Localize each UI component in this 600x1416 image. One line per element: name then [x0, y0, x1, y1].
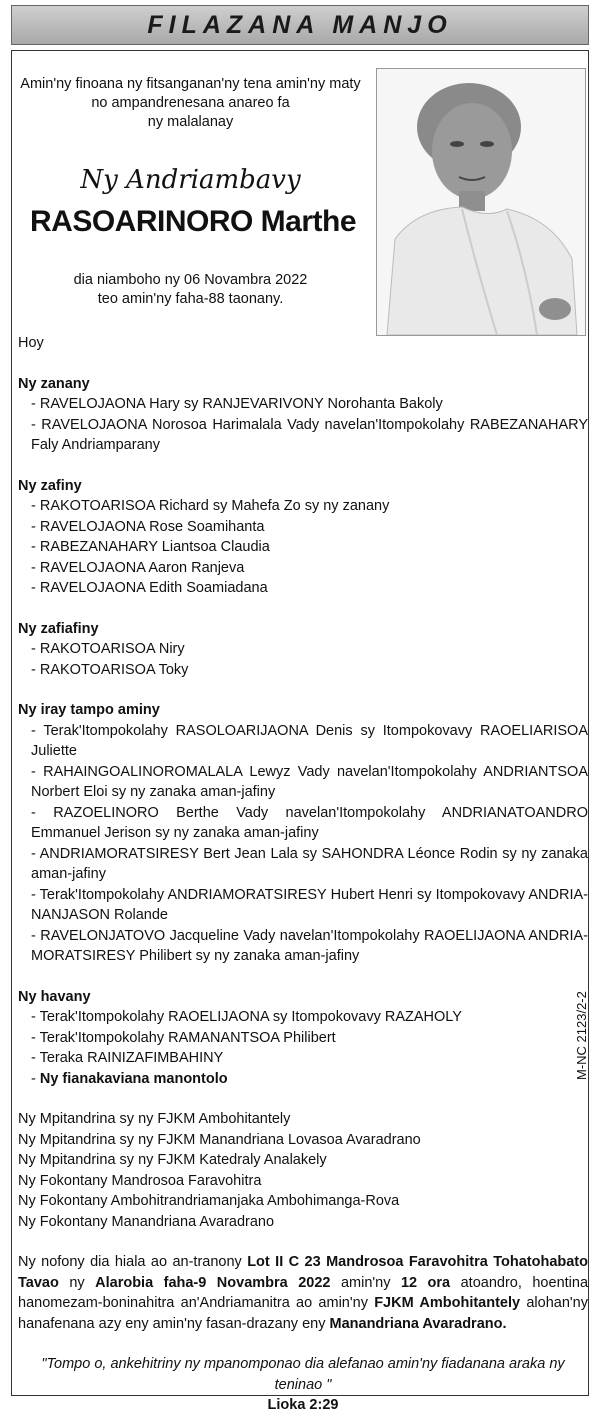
funeral-date: Alarobia faha-9 Novambra 2022: [95, 1274, 331, 1291]
church-line: Ny Mpitandrina sy ny FJKM Katedraly Analakely: [18, 1152, 327, 1168]
church-line: Ny Mpitandrina sy ny FJKM Manandriana Lovasoa Avaradrano: [18, 1131, 421, 1148]
portrait-illustration: [377, 69, 585, 335]
funeral-text: atoandro, hoentina hanomezam-boninahitra an'Andriamanitra ao amin'ny: [18, 1274, 589, 1311]
funeral-time: 12 ora: [400, 1274, 451, 1291]
intro-line: ny malalanay: [147, 114, 234, 130]
reference-code: M-NC 2123/2-2: [574, 991, 589, 1080]
bible-quote: "Tompo o, ankehitriny ny mpanomponao dia alefanao amin'ny fiadanana araka ny teninao ": [41, 1356, 565, 1393]
notice-body: [18, 333, 588, 1416]
hoy-label: Hoy: [18, 335, 44, 351]
list-item: - Terak'Itompokolahy ANDRIAMORATSIRESY Hubert Henri sy Itompokovavy ANDRIA-NANJASON Rolande: [31, 886, 588, 923]
deceased-name: RASOARINORO Marthe: [29, 205, 357, 238]
section-title-zanany: Ny zanany: [18, 375, 90, 392]
intro-line: Amin'ny finoana ny fitsanganan'ny tena amin'ny maty: [20, 76, 361, 92]
list-item: - RAVELOJAONA Hary sy RANJEVARIVONY Norohanta Bakoly: [31, 396, 443, 412]
funeral-address: Lot II C 23 Mandrosoa Faravohitra Tohatohabato Tavao: [18, 1254, 588, 1291]
list-item: - ANDRIAMORATSIRESY Bert Jean Lala sy SAHONDRA Léonce Rodin sy ny zanaka aman-jafiny: [31, 845, 588, 882]
list-item: - RAKOTOARISOA Toky: [31, 661, 189, 678]
list-prefix: -: [31, 1070, 40, 1087]
burial-place: Manandriana Avaradrano.: [329, 1315, 507, 1332]
list-item: - RAVELOJAONA Aaron Ranjeva: [31, 559, 245, 576]
funeral-text: alohan'ny hanafenana azy eny amin'ny fasan-drazany eny: [18, 1295, 588, 1332]
header-banner: [11, 5, 589, 45]
church-line: Ny Fokontany Ambohitrandriamanjaka Ambohimanga-Rova: [18, 1193, 400, 1209]
death-date: dia niamboho ny 06 Novambra 2022: [73, 272, 308, 288]
intro-text: [18, 75, 363, 132]
bible-reference: Lioka 2:29: [267, 1397, 339, 1413]
section-title-zafiafiny: Ny zafiafiny: [18, 620, 99, 637]
church-line: Ny Fokontany Mandrosoa Faravohitra: [18, 1172, 262, 1189]
funeral-text: ny: [58, 1274, 96, 1291]
section-title-iray-tampo: Ny iray tampo aminy: [18, 702, 160, 718]
list-item: - RAVELOJAONA Rose Soamihanta: [31, 518, 265, 535]
funeral-details: [18, 1252, 588, 1334]
death-info: [18, 271, 363, 309]
list-item: - RABEZANAHARY Liantsoa Claudia: [31, 539, 270, 555]
deceased-photo: [376, 68, 586, 336]
list-item: - RAVELONJATOVO Jacqueline Vady navelan'Itompokolahy RAOELIJAONA ANDRIA-MORATSIRESY Philibert sy ny zanaka aman-jafiny: [31, 927, 588, 964]
section-title-zafiny: Ny zafiny: [18, 477, 82, 494]
funeral-text: amin'ny: [330, 1274, 401, 1291]
list-item: - RAKOTOARISOA Niry: [31, 641, 185, 657]
church-line: Ny Fokontany Manandriana Avaradrano: [18, 1213, 275, 1230]
list-item: - RAHAINGOALINOROMALALA Lewyz Vady navelan'Itompokolahy ANDRIANTSOA Norbert Eloi sy ny zanaka aman-jafiny: [31, 763, 588, 800]
section-title-havany: Ny havany: [18, 988, 91, 1005]
list-item: - RAKOTOARISOA Richard sy Mahefa Zo sy ny zanany: [31, 498, 390, 514]
list-item: - Terak'Itompokolahy RAMANANTSOA Philibert: [31, 1029, 336, 1046]
list-item: [18, 1069, 588, 1090]
family-all: Ny fianakaviana manontolo: [39, 1070, 228, 1087]
death-age: teo amin'ny faha-88 taonany.: [97, 291, 284, 307]
list-item: - RAVELOJAONA Edith Soamiadana: [31, 580, 268, 596]
honorific: Ny Andriambavy: [80, 165, 301, 195]
intro-line: no ampandrenesana anareo fa: [91, 95, 290, 111]
page-title: FILAZANA MANJO: [147, 10, 453, 39]
list-item: - Terak'Itompokolahy RAOELIJAONA sy Itompokovavy RAZAHOLY: [31, 1009, 462, 1025]
funeral-church: FJKM Ambohitantely: [374, 1295, 521, 1311]
list-item: - Teraka RAINIZAFIMBAHINY: [31, 1050, 224, 1066]
list-item: - RAVELOJAONA Norosoa Harimalala Vady navelan'Itompokolahy RABEZANAHARY Faly Andriamparany: [31, 416, 588, 453]
church-line: Ny Mpitandrina sy ny FJKM Ambohitantely: [18, 1111, 291, 1127]
list-item: - Terak'Itompokolahy RASOLOARIJAONA Denis sy Itompokovavy RAOELIARISOA Juliette: [31, 722, 588, 759]
funeral-text: Ny nofony dia hiala ao an-tranony: [18, 1254, 248, 1270]
list-item: - RAZOELINORO Berthe Vady navelan'Itompokolahy ANDRIANATOANDRO Emmanuel Jerison sy ny zanaka aman-jafiny: [31, 804, 588, 841]
